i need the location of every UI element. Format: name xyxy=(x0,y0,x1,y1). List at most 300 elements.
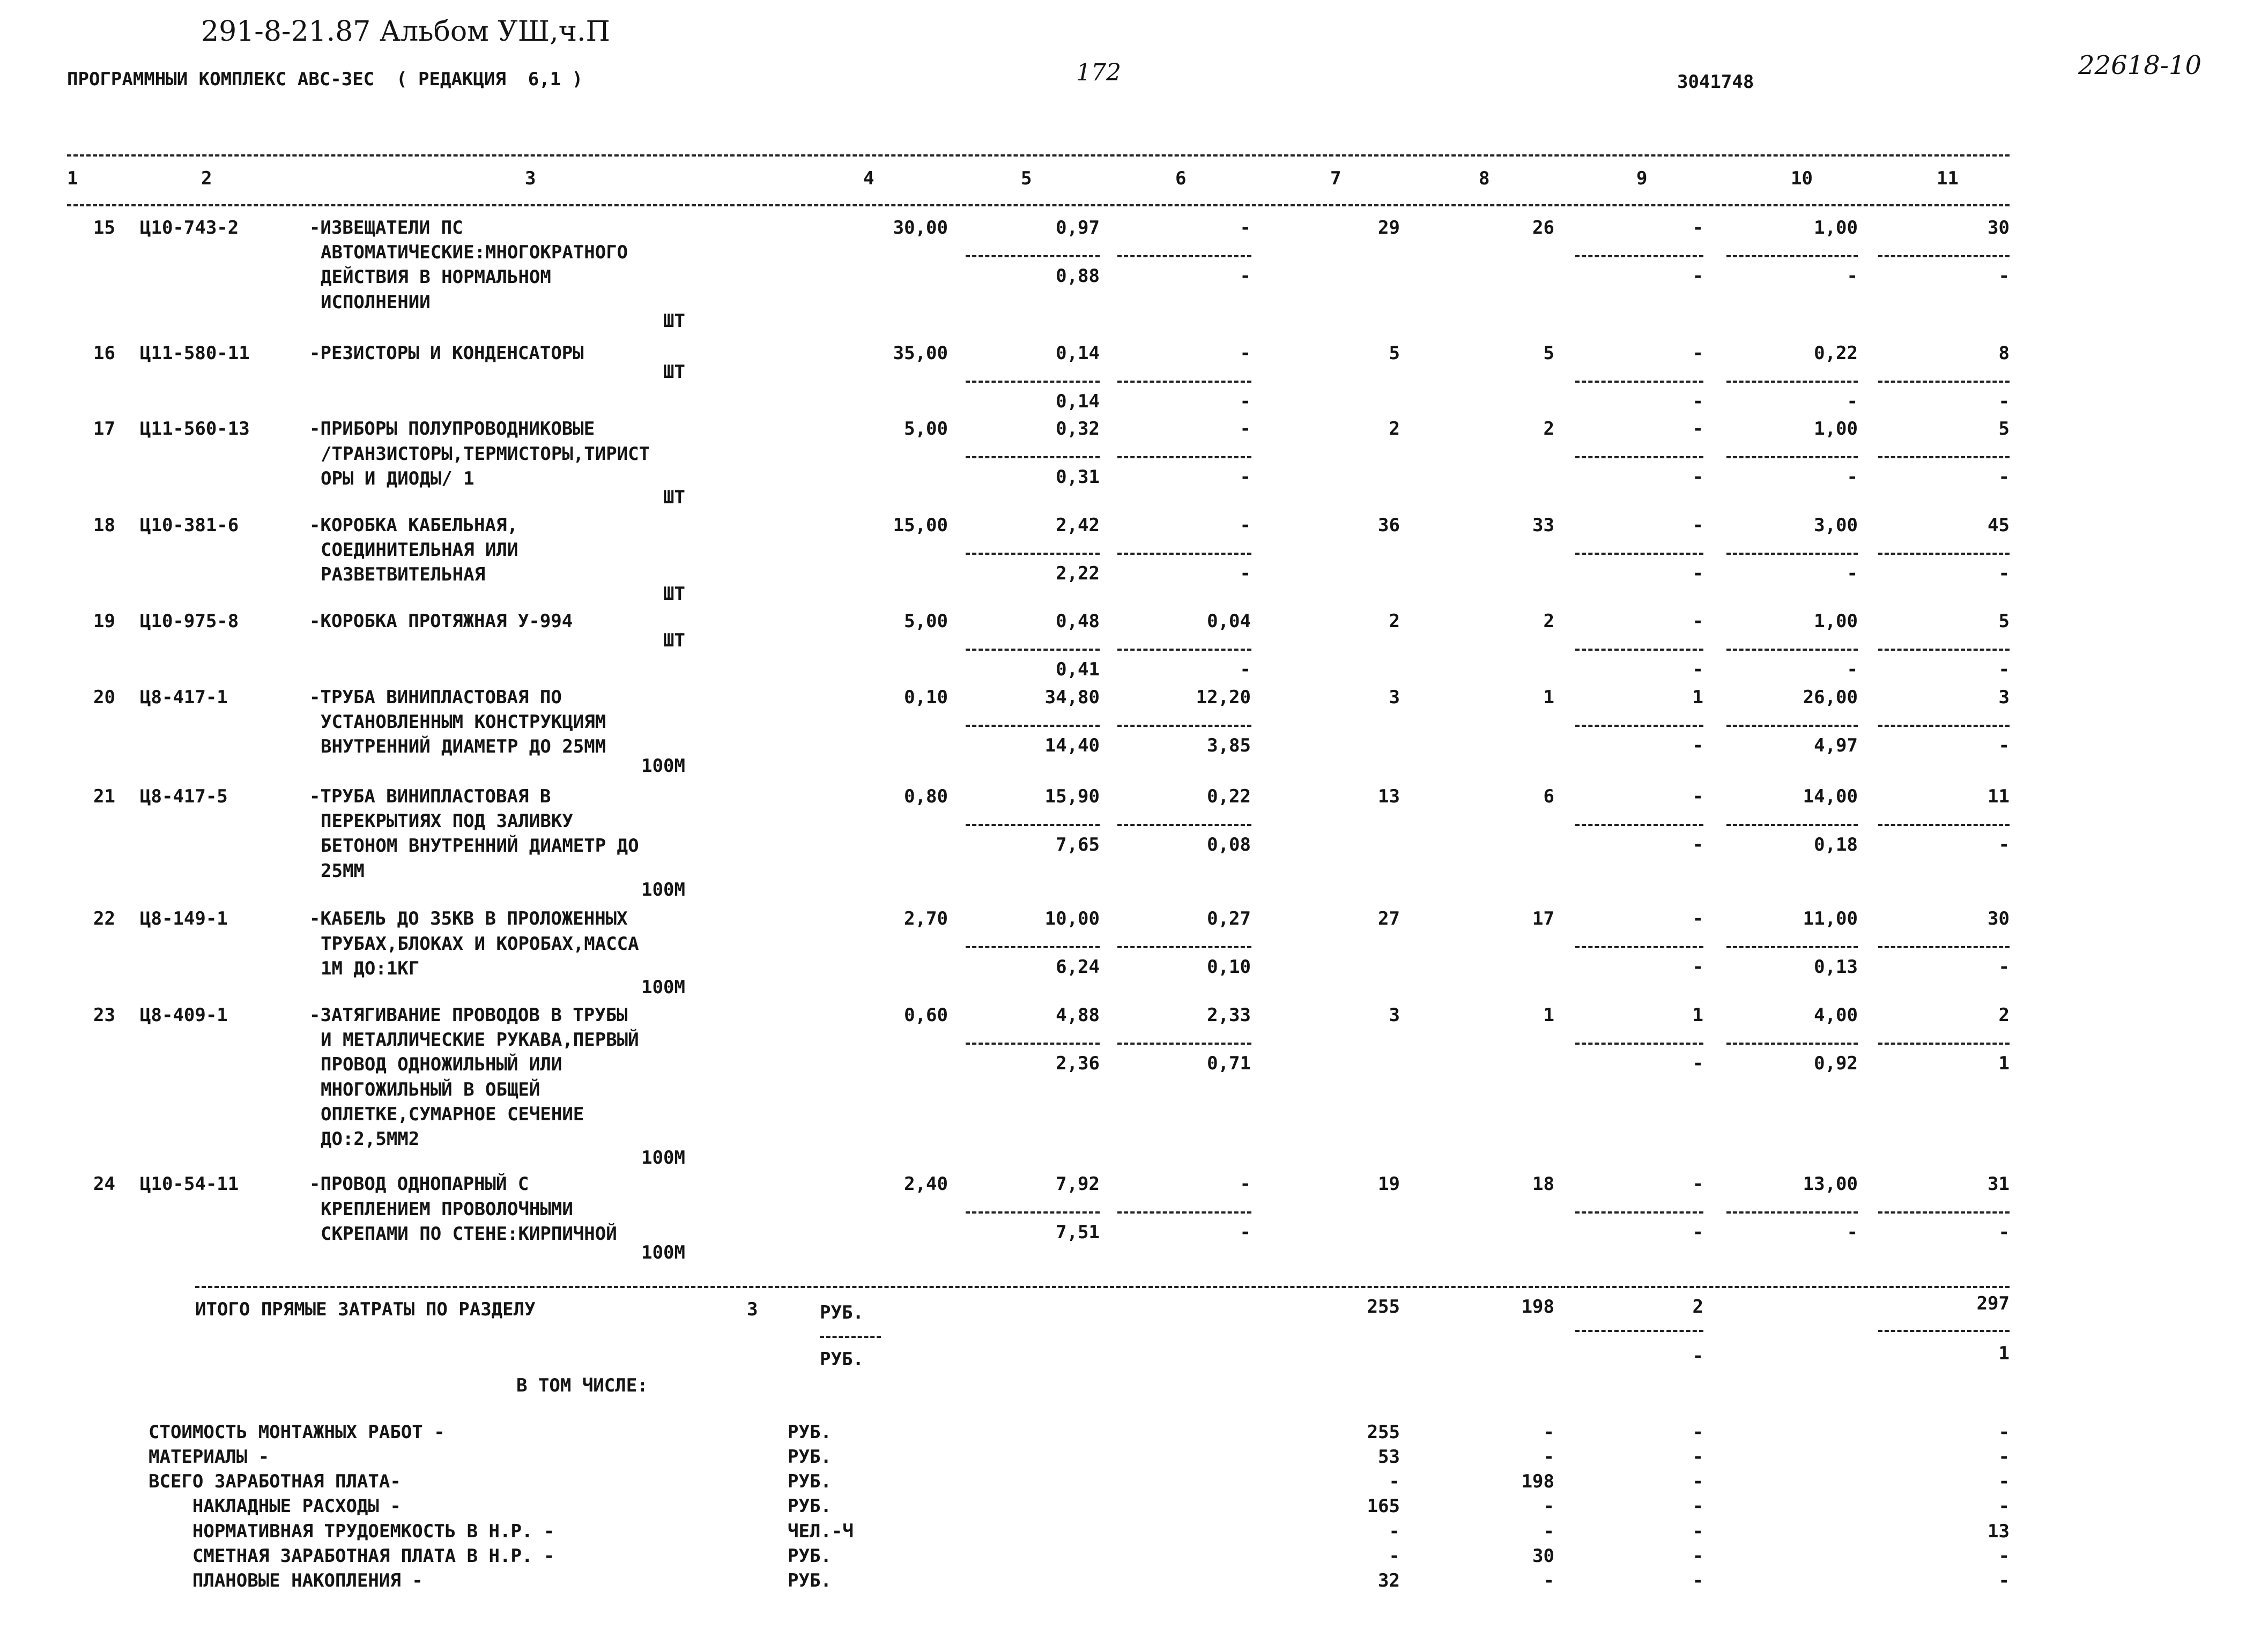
row-quantity: 30,00 xyxy=(893,217,948,239)
row-code: Ц8-409-1 xyxy=(140,1004,228,1026)
row-quantity: 0,80 xyxy=(904,786,948,807)
breakdown-label: ПЛАНОВЫЕ НАКОПЛЕНИЯ - xyxy=(149,1570,423,1591)
row-description-line: ОРЫ И ДИОДЫ/ 1 xyxy=(321,468,475,489)
row-unit: ШТ xyxy=(663,487,685,508)
row-labour-total: 5 xyxy=(1998,418,2010,440)
row-subrule xyxy=(1117,1043,1251,1045)
row-description-line: ПЕРЕКРЫТИЯХ ПОД ЗАЛИВКУ xyxy=(321,810,573,832)
album-title: 291-8-21.87 Альбом УШ,ч.П xyxy=(201,16,610,48)
row-machine-price: - xyxy=(1240,343,1251,364)
row-description-line: -ТРУБА ВИНИПЛАСТОВАЯ ПО xyxy=(309,687,562,708)
totals-label: ИТОГО ПРЯМЫЕ ЗАТРАТЫ ПО РАЗДЕЛУ xyxy=(195,1299,536,1320)
breakdown-wages: - xyxy=(1543,1570,1554,1591)
row-code: Ц10-743-2 xyxy=(140,217,239,239)
row-subrule xyxy=(1575,381,1703,383)
row-labour-machine-total: - xyxy=(1998,265,2010,287)
row-description-line: ДЕЙСТВИЯ В НОРМАЛЬНОМ xyxy=(321,266,551,288)
row-machine-cost: - xyxy=(1692,343,1703,364)
row-description-line: ПРОВОД ОДНОЖИЛЬНЫЙ ИЛИ xyxy=(321,1054,562,1075)
breakdown-label: НОРМАТИВНАЯ ТРУДОЕМКОСТЬ В Н.Р. - xyxy=(149,1521,555,1542)
breakdown-label: МАТЕРИАЛЫ - xyxy=(149,1446,270,1468)
row-unit-price: 0,14 xyxy=(1056,343,1100,364)
totals-section: 3 xyxy=(747,1299,758,1320)
row-labour-total: 45 xyxy=(1988,515,2010,536)
row-labour-unit: 3,00 xyxy=(1814,515,1858,536)
row-machine-wage: - xyxy=(1240,659,1251,680)
row-machine-cost: - xyxy=(1692,515,1703,536)
row-subrule xyxy=(1117,649,1251,651)
row-wage-price: 6,24 xyxy=(1056,956,1100,978)
row-subrule xyxy=(966,946,1100,948)
row-unit-price: 4,88 xyxy=(1056,1004,1100,1026)
row-machine-wage-total: - xyxy=(1692,466,1703,488)
row-subrule xyxy=(1878,553,2010,555)
row-labour-total: 30 xyxy=(1988,908,2010,929)
column-number-2: 2 xyxy=(201,168,212,189)
breakdown-unit: РУБ. xyxy=(788,1471,832,1492)
row-subrule xyxy=(1117,1211,1251,1214)
row-total-cost: 19 xyxy=(1378,1173,1400,1195)
row-labour-machine: 0,92 xyxy=(1814,1053,1858,1074)
row-labour-total: 11 xyxy=(1988,786,2010,807)
row-labour-machine-total: - xyxy=(1998,563,2010,584)
row-code: Ц11-560-13 xyxy=(140,418,250,440)
row-machine-wage-total: - xyxy=(1692,563,1703,584)
row-subrule xyxy=(1726,456,1858,458)
row-code: Ц8-149-1 xyxy=(140,908,228,929)
row-machine-cost: - xyxy=(1692,418,1703,440)
row-labour-total: 8 xyxy=(1998,343,2010,364)
column-number-4: 4 xyxy=(863,168,874,189)
row-wage-price: 0,88 xyxy=(1056,265,1100,287)
row-labour-machine-total: - xyxy=(1998,735,2010,756)
row-description-line: -ПРИБОРЫ ПОЛУПРОВОДНИКОВЫЕ xyxy=(309,418,595,440)
row-labour-total: 30 xyxy=(1988,217,2010,239)
row-subrule xyxy=(1878,725,2010,727)
column-number-3: 3 xyxy=(525,168,536,189)
row-description-line: 1М ДО:1КГ xyxy=(321,958,420,979)
row-description-line: ТРУБАХ,БЛОКАХ И КОРОБАХ,МАССА xyxy=(321,933,639,955)
row-unit-price: 10,00 xyxy=(1044,908,1100,929)
totals-subrule xyxy=(1575,1330,1703,1332)
row-code: Ц8-417-1 xyxy=(140,687,228,708)
breakdown-label: СТОИМОСТЬ МОНТАЖНЫХ РАБОТ - xyxy=(149,1422,445,1443)
row-labour-machine-total: - xyxy=(1998,834,2010,855)
row-labour-unit: 0,22 xyxy=(1814,343,1858,364)
row-machine-cost: - xyxy=(1692,786,1703,807)
row-code: Ц10-975-8 xyxy=(140,611,239,632)
row-code: Ц10-381-6 xyxy=(140,515,239,536)
row-unit-price: 2,42 xyxy=(1056,515,1100,536)
row-machine-price: 0,27 xyxy=(1207,908,1251,929)
breakdown-machine: - xyxy=(1692,1471,1703,1492)
row-description-line: -РЕЗИСТОРЫ И КОНДЕНСАТОРЫ xyxy=(309,343,584,364)
row-labour-total: 31 xyxy=(1988,1173,2010,1195)
row-subrule xyxy=(1117,255,1251,257)
column-number-7: 7 xyxy=(1330,168,1341,189)
row-subrule xyxy=(1878,1211,2010,1214)
row-subrule xyxy=(1726,553,1858,555)
totals-wages: 198 xyxy=(1521,1296,1554,1318)
row-subrule xyxy=(1575,649,1703,651)
row-machine-wage: - xyxy=(1240,265,1251,287)
row-labour-machine: - xyxy=(1847,466,1858,488)
row-total-wages: 1 xyxy=(1543,1004,1554,1026)
row-description-line: -ТРУБА ВИНИПЛАСТОВАЯ В xyxy=(309,786,551,807)
row-labour-unit: 1,00 xyxy=(1814,611,1858,632)
totals-machine: 2 xyxy=(1692,1296,1703,1318)
row-labour-unit: 26,00 xyxy=(1803,687,1858,708)
row-wage-price: 0,14 xyxy=(1056,391,1100,412)
row-subrule xyxy=(1117,946,1251,948)
row-total-cost: 3 xyxy=(1389,1004,1400,1026)
breakdown-wages: - xyxy=(1543,1422,1554,1443)
row-unit-price: 15,90 xyxy=(1044,786,1100,807)
row-subrule xyxy=(966,649,1100,651)
row-unit-price: 34,80 xyxy=(1044,687,1100,708)
row-subrule xyxy=(1878,1043,2010,1045)
row-labour-total: 3 xyxy=(1998,687,2010,708)
row-unit: ШТ xyxy=(663,630,685,651)
totals-unit: РУБ. xyxy=(820,1302,864,1323)
row-description-line: -КАБЕЛЬ ДО 35КВ В ПРОЛОЖЕННЫХ xyxy=(309,908,628,929)
breakdown-unit: РУБ. xyxy=(788,1545,832,1567)
row-unit-price: 0,32 xyxy=(1056,418,1100,440)
row-total-cost: 36 xyxy=(1378,515,1400,536)
breakdown-wages: 30 xyxy=(1532,1545,1554,1567)
row-quantity: 0,10 xyxy=(904,687,948,708)
totals-rule xyxy=(195,1286,2010,1288)
breakdown-machine: - xyxy=(1692,1521,1703,1542)
row-unit: 100М xyxy=(641,879,685,901)
row-labour-total: 5 xyxy=(1998,611,2010,632)
row-description-line: ДО:2,5ММ2 xyxy=(321,1128,420,1150)
row-subrule xyxy=(1878,381,2010,383)
row-total-wages: 2 xyxy=(1543,418,1554,440)
row-number: 20 xyxy=(93,687,115,708)
breakdown-cost: - xyxy=(1389,1471,1400,1492)
row-machine-wage-total: - xyxy=(1692,1053,1703,1074)
row-labour-unit: 13,00 xyxy=(1803,1173,1858,1195)
row-machine-cost: 1 xyxy=(1692,687,1703,708)
row-labour-machine: - xyxy=(1847,265,1858,287)
row-machine-price: 0,04 xyxy=(1207,611,1251,632)
row-quantity: 15,00 xyxy=(893,515,948,536)
breakdown-labour: - xyxy=(1998,1545,2010,1567)
row-machine-price: - xyxy=(1240,515,1251,536)
row-subrule xyxy=(1117,725,1251,727)
breakdown-unit: РУБ. xyxy=(788,1570,832,1591)
breakdown-machine: - xyxy=(1692,1570,1703,1591)
row-machine-price: - xyxy=(1240,418,1251,440)
breakdown-labour: - xyxy=(1998,1422,2010,1443)
row-description-line: СКРЕПАМИ ПО СТЕНЕ:КИРПИЧНОЙ xyxy=(321,1223,617,1245)
row-subrule xyxy=(1726,725,1858,727)
row-description-line: -КОРОБКА КАБЕЛЬНАЯ, xyxy=(309,515,518,536)
row-description-line: -ИЗВЕЩАТЕЛИ ПС xyxy=(309,217,463,239)
row-machine-wage-total: - xyxy=(1692,391,1703,412)
breakdown-machine: - xyxy=(1692,1545,1703,1567)
page-number: 172 xyxy=(1076,59,1121,86)
breakdown-label: ВСЕГО ЗАРАБОТНАЯ ПЛАТА- xyxy=(149,1471,401,1492)
column-number-6: 6 xyxy=(1175,168,1187,189)
row-subrule xyxy=(966,456,1100,458)
row-total-wages: 26 xyxy=(1532,217,1554,239)
breakdown-unit: РУБ. xyxy=(788,1446,832,1468)
column-number-9: 9 xyxy=(1636,168,1648,189)
row-subrule xyxy=(1878,255,2010,257)
breakdown-label: НАКЛАДНЫЕ РАСХОДЫ - xyxy=(149,1495,401,1517)
row-total-wages: 17 xyxy=(1532,908,1554,929)
row-labour-machine-total: - xyxy=(1998,1222,2010,1243)
row-description-line: АВТОМАТИЧЕСКИЕ:МНОГОКРАТНОГО xyxy=(321,242,628,263)
row-description-line: БЕТОНОМ ВНУТРЕННИЙ ДИАМЕТР ДО xyxy=(321,835,639,857)
row-description-line: И МЕТАЛЛИЧЕСКИЕ РУКАВА,ПЕРВЫЙ xyxy=(321,1029,639,1051)
row-number: 21 xyxy=(93,786,115,807)
row-description-line: -ПРОВОД ОДНОПАРНЫЙ С xyxy=(309,1173,529,1195)
totals-labour-machine: 1 xyxy=(1998,1343,2010,1364)
row-quantity: 2,70 xyxy=(904,908,948,929)
totals-subheading: В ТОМ ЧИСЛЕ: xyxy=(516,1375,648,1396)
row-subrule xyxy=(1878,649,2010,651)
row-unit-price: 0,97 xyxy=(1056,217,1100,239)
row-number: 15 xyxy=(93,217,115,239)
row-code: Ц11-580-11 xyxy=(140,343,250,364)
row-subrule xyxy=(1726,946,1858,948)
row-unit-price: 7,92 xyxy=(1056,1173,1100,1195)
row-labour-unit: 1,00 xyxy=(1814,217,1858,239)
row-subrule xyxy=(1726,649,1858,651)
column-number-1: 1 xyxy=(67,168,78,189)
row-labour-machine-total: 1 xyxy=(1998,1053,2010,1074)
row-unit: ШТ xyxy=(663,361,685,383)
row-machine-wage-total: - xyxy=(1692,265,1703,287)
row-subrule xyxy=(1726,1211,1858,1214)
row-machine-wage: 0,08 xyxy=(1207,834,1251,855)
breakdown-cost: - xyxy=(1389,1521,1400,1542)
breakdown-cost: 32 xyxy=(1378,1570,1400,1591)
breakdown-wages: - xyxy=(1543,1446,1554,1468)
row-subrule xyxy=(1575,553,1703,555)
row-machine-wage: - xyxy=(1240,1222,1251,1243)
row-total-wages: 2 xyxy=(1543,611,1554,632)
row-total-cost: 5 xyxy=(1389,343,1400,364)
breakdown-wages: 198 xyxy=(1521,1471,1554,1492)
row-total-wages: 6 xyxy=(1543,786,1554,807)
row-number: 24 xyxy=(93,1173,115,1195)
row-subrule xyxy=(966,381,1100,383)
row-subrule xyxy=(1878,824,2010,826)
totals-cost: 255 xyxy=(1367,1296,1400,1318)
row-machine-cost: 1 xyxy=(1692,1004,1703,1026)
breakdown-cost: 53 xyxy=(1378,1446,1400,1468)
row-code: Ц8-417-5 xyxy=(140,786,228,807)
breakdown-machine: - xyxy=(1692,1422,1703,1443)
row-subrule xyxy=(966,1043,1100,1045)
row-labour-machine: - xyxy=(1847,1222,1858,1243)
row-labour-total: 2 xyxy=(1998,1004,2010,1026)
row-description-line: ВНУТРЕННИЙ ДИАМЕТР ДО 25ММ xyxy=(321,736,606,757)
row-code: Ц10-54-11 xyxy=(140,1173,239,1195)
row-labour-machine-total: - xyxy=(1998,956,2010,978)
row-description-line: ИСПОЛНЕНИИ xyxy=(321,292,431,313)
row-quantity: 0,60 xyxy=(904,1004,948,1026)
row-total-wages: 1 xyxy=(1543,687,1554,708)
row-total-wages: 18 xyxy=(1532,1173,1554,1195)
row-machine-wage-total: - xyxy=(1692,735,1703,756)
row-number: 17 xyxy=(93,418,115,440)
row-unit: 100М xyxy=(641,977,685,998)
row-labour-machine-total: - xyxy=(1998,659,2010,680)
row-labour-unit: 11,00 xyxy=(1803,908,1858,929)
row-subrule xyxy=(966,725,1100,727)
row-quantity: 5,00 xyxy=(904,418,948,440)
program-line: ПРОГРАММНЫИ КОМПЛЕКС АВС-ЗЕС ( РЕДАКЦИЯ 6,1 ) xyxy=(67,69,583,90)
column-number-11: 11 xyxy=(1937,168,1959,189)
breakdown-unit: РУБ. xyxy=(788,1495,832,1517)
row-wage-price: 2,22 xyxy=(1056,563,1100,584)
row-total-cost: 3 xyxy=(1389,687,1400,708)
row-wage-price: 0,41 xyxy=(1056,659,1100,680)
totals-unit-2: РУБ. xyxy=(820,1349,864,1370)
row-labour-machine: - xyxy=(1847,659,1858,680)
row-total-wages: 5 xyxy=(1543,343,1554,364)
row-subrule xyxy=(1726,824,1858,826)
row-number: 18 xyxy=(93,515,115,536)
row-machine-wage-total: - xyxy=(1692,659,1703,680)
row-subrule xyxy=(966,255,1100,257)
breakdown-cost: 255 xyxy=(1367,1422,1400,1443)
totals-machine-wage: - xyxy=(1692,1345,1703,1367)
breakdown-machine: - xyxy=(1692,1446,1703,1468)
totals-labour: 297 xyxy=(1976,1293,2010,1314)
row-wage-price: 0,31 xyxy=(1056,466,1100,488)
row-machine-wage: 3,85 xyxy=(1207,735,1251,756)
breakdown-labour: - xyxy=(1998,1495,2010,1517)
document-code: 3041748 xyxy=(1677,71,1754,93)
row-labour-machine: - xyxy=(1847,391,1858,412)
row-total-cost: 29 xyxy=(1378,217,1400,239)
row-machine-wage: 0,71 xyxy=(1207,1053,1251,1074)
row-labour-machine: 4,97 xyxy=(1814,735,1858,756)
row-description-line: /ТРАНЗИСТОРЫ,ТЕРМИСТОРЫ,ТИРИСТ xyxy=(321,443,650,465)
row-subrule xyxy=(966,1211,1100,1214)
row-subrule xyxy=(1575,456,1703,458)
row-machine-price: 2,33 xyxy=(1207,1004,1251,1026)
row-subrule xyxy=(1878,946,2010,948)
row-subrule xyxy=(1117,456,1251,458)
row-description-line: УСТАНОВЛЕННЫМ КОНСТРУКЦИЯМ xyxy=(321,711,606,733)
row-number: 23 xyxy=(93,1004,115,1026)
row-subrule xyxy=(1117,553,1251,555)
row-unit: 100М xyxy=(641,1147,685,1169)
row-machine-price: - xyxy=(1240,1173,1251,1195)
breakdown-wages: - xyxy=(1543,1495,1554,1517)
handwritten-reference: 22618-10 xyxy=(2078,50,2201,80)
row-description-line: СОЕДИНИТЕЛЬНАЯ ИЛИ xyxy=(321,539,518,561)
row-number: 16 xyxy=(93,343,115,364)
row-machine-wage: - xyxy=(1240,466,1251,488)
row-machine-price: 0,22 xyxy=(1207,786,1251,807)
breakdown-label: СМЕТНАЯ ЗАРАБОТНАЯ ПЛАТА В Н.Р. - xyxy=(149,1545,555,1567)
totals-subrule xyxy=(1878,1330,2010,1332)
row-number: 19 xyxy=(93,611,115,632)
column-number-8: 8 xyxy=(1479,168,1490,189)
row-unit: ШТ xyxy=(663,583,685,605)
row-subrule xyxy=(1878,456,2010,458)
row-description-line: -ЗАТЯГИВАНИЕ ПРОВОДОВ В ТРУБЫ xyxy=(309,1004,628,1026)
column-number-5: 5 xyxy=(1021,168,1032,189)
row-subrule xyxy=(1726,1043,1858,1045)
row-description-line: 25ММ xyxy=(321,860,365,882)
row-machine-wage-total: - xyxy=(1692,834,1703,855)
row-quantity: 35,00 xyxy=(893,343,948,364)
row-total-cost: 2 xyxy=(1389,418,1400,440)
row-number: 22 xyxy=(93,908,115,929)
table-top-rule xyxy=(67,154,2010,157)
row-quantity: 5,00 xyxy=(904,611,948,632)
row-machine-wage: - xyxy=(1240,563,1251,584)
row-labour-machine: - xyxy=(1847,563,1858,584)
row-subrule xyxy=(1575,946,1703,948)
row-machine-wage-total: - xyxy=(1692,1222,1703,1243)
breakdown-machine: - xyxy=(1692,1495,1703,1517)
breakdown-wages: - xyxy=(1543,1521,1554,1542)
table-header-rule xyxy=(67,204,2010,206)
row-unit-price: 0,48 xyxy=(1056,611,1100,632)
row-subrule xyxy=(1575,1043,1703,1045)
row-unit: ШТ xyxy=(663,310,685,332)
row-description-line: МНОГОЖИЛЬНЫЙ В ОБЩЕЙ xyxy=(321,1079,540,1100)
row-machine-cost: - xyxy=(1692,611,1703,632)
breakdown-labour: - xyxy=(1998,1446,2010,1468)
row-labour-machine-total: - xyxy=(1998,391,2010,412)
row-unit: 100М xyxy=(641,1242,685,1263)
breakdown-labour: 13 xyxy=(1988,1521,2010,1542)
row-labour-unit: 1,00 xyxy=(1814,418,1858,440)
row-machine-price: 12,20 xyxy=(1196,687,1251,708)
row-unit: 100М xyxy=(641,755,685,777)
row-total-cost: 13 xyxy=(1378,786,1400,807)
row-subrule xyxy=(1575,255,1703,257)
row-total-cost: 2 xyxy=(1389,611,1400,632)
row-machine-wage: - xyxy=(1240,391,1251,412)
breakdown-labour: - xyxy=(1998,1570,2010,1591)
row-subrule xyxy=(1575,1211,1703,1214)
row-labour-unit: 4,00 xyxy=(1814,1004,1858,1026)
row-subrule xyxy=(966,824,1100,826)
row-subrule xyxy=(1117,824,1251,826)
row-description-line: РАЗВЕТВИТЕЛЬНАЯ xyxy=(321,564,486,585)
row-wage-price: 2,36 xyxy=(1056,1053,1100,1074)
row-total-wages: 33 xyxy=(1532,515,1554,536)
row-wage-price: 7,65 xyxy=(1056,834,1100,855)
row-labour-machine: 0,13 xyxy=(1814,956,1858,978)
row-labour-machine-total: - xyxy=(1998,466,2010,488)
row-subrule xyxy=(1575,725,1703,727)
row-description-line: -КОРОБКА ПРОТЯЖНАЯ У-994 xyxy=(309,611,573,632)
row-subrule xyxy=(1726,381,1858,383)
breakdown-cost: 165 xyxy=(1367,1495,1400,1517)
row-subrule xyxy=(966,553,1100,555)
row-subrule xyxy=(1575,824,1703,826)
row-machine-wage-total: - xyxy=(1692,956,1703,978)
row-machine-wage: 0,10 xyxy=(1207,956,1251,978)
row-total-cost: 27 xyxy=(1378,908,1400,929)
row-subrule xyxy=(1726,255,1858,257)
row-machine-cost: - xyxy=(1692,1173,1703,1195)
totals-unit-rule xyxy=(820,1336,881,1338)
